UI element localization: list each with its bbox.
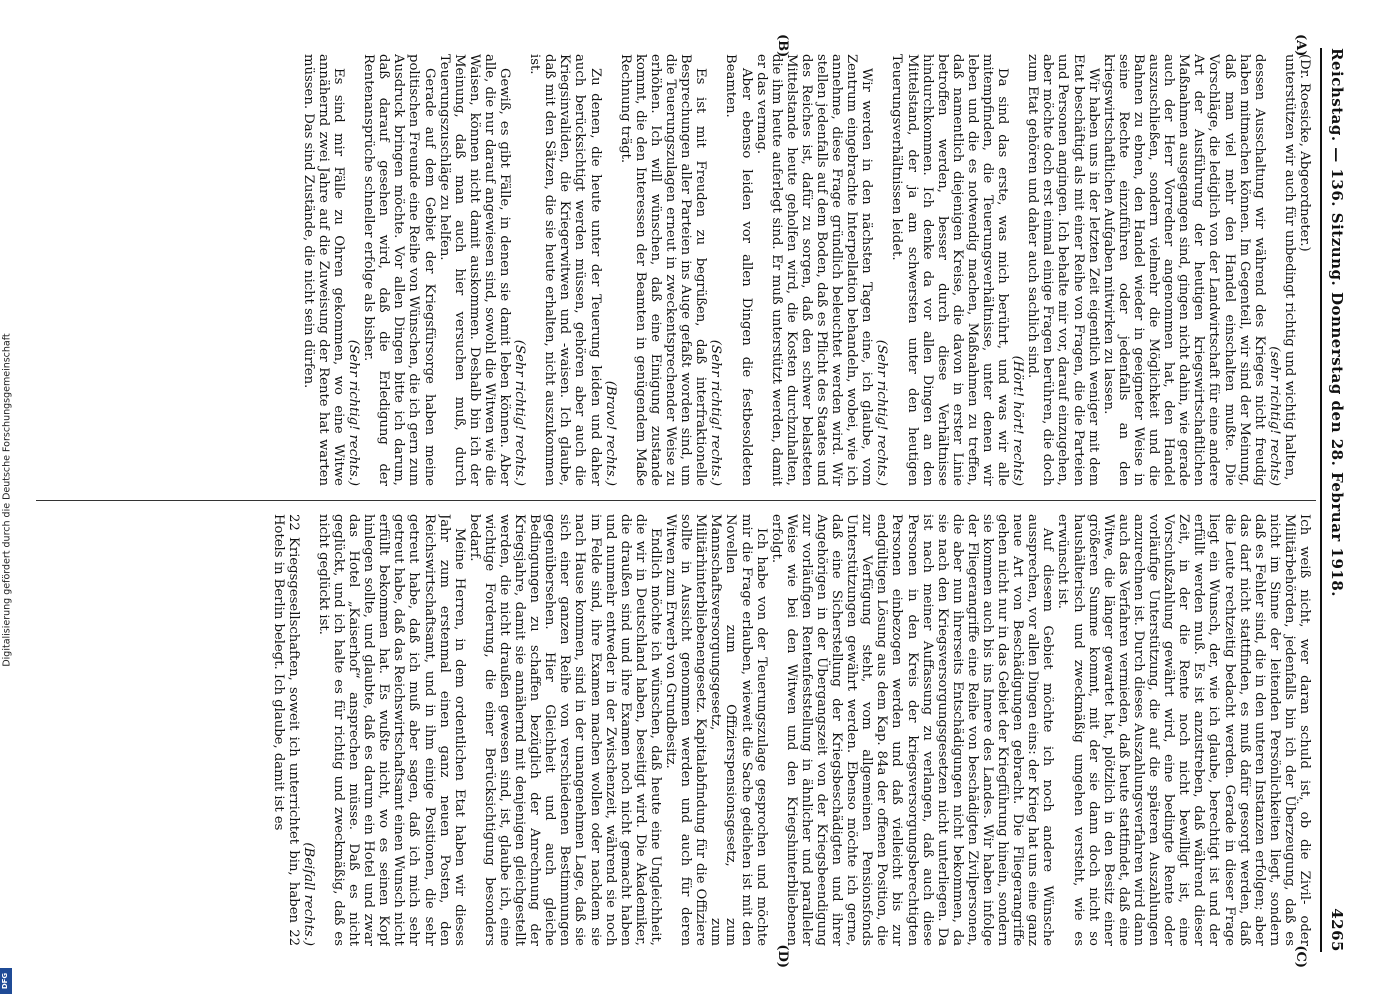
paragraph: Zu denen, die heute unter der Teuerung leiden und daher auch berücksichtigt werden müssen, gehören aber auch die Kriegsinvaliden, die Kriegerwitwen und -waisen. Ich glaube, daß mit den Sätzen, die sie heute erhalten, nicht auszukommen ist. <box>527 54 603 486</box>
interjection: (Hört! hört! rechts) <box>1010 355 1026 486</box>
running-head: Reichstag. — 136. Sitzung. Donnerstag den 28. Februar 1918. <box>1328 48 1346 598</box>
interjection: (Sehr richtig! rechts.) <box>708 339 724 486</box>
margin-marker-c: (C) <box>1293 945 1308 968</box>
column-divider <box>36 500 1316 501</box>
interjection: (Sehr richtig! rechts.) <box>512 339 528 486</box>
page-header <box>1324 48 1350 952</box>
interjection: (Sehr richtig! rechts.) <box>874 339 890 486</box>
paragraph: Wir haben uns in der letzten Zeit eigentlich weniger mit dem Etat beschäftigt als mit einer Reihe von Fragen, die die Parteien und Personen angingen. Ich behalte mir vor, darauf einzugehen, aber möchte doch erst einmal einige Fragen berühren, die doch zum Etat gehören und daher auch sachlich sind. <box>1025 54 1101 486</box>
right-column <box>40 514 1312 946</box>
interjection: (Beifall rechts.) <box>300 842 316 946</box>
paragraph: Es ist mit Freuden zu begrüßen, daß interfraktionelle Besprechungen aller Parteien ins Auge gefaßt worden sind, um die Teuerungszulagen erneut in zweckentsprechender Weise zu erhöhen. Ich will wünschen, daß eine Einigung zustande kommt, die den Interessen der Beamten in genügendem Maße Rechnung trägt. <box>617 54 709 486</box>
paragraph: Ich weiß nicht, wer daran schuld ist, ob die Zivil- oder Militärbehörden, jedenfalls bin ich der Überzeugung, daß es nicht im Sinne der leitenden Persönlichkeiten liegt, sondern daß es Fehler sind, die in den unteren Instanzen erfolgen; aber das darf nicht stattfinden, es muß dafür gesorgt werden, daß die Leute rechtzeitig bedacht werden. Gerade in dieser Frage liegt ein Wunsch, der, wie ich glaube, berechtigt ist und der erfüllt werden muß. Es ist anzustreben, daß während dieser Zeit, in der die Rente noch nicht bewilligt ist, eine Vorschußzahlung gewährt wird, eine bedingte Rente oder vorläufige Unterstützung, die auf die späteren Auszahlungen anzurechnen ist. Durch dieses Auszahlungsverfahren wird dann auch das Verfahren vermieden, daß heute stattfindet, daß eine Witwe, die länger gewartet hat, plötzlich in den Besitz einer größeren Summe kommt, mit der sie dann doch nicht so haushälterisch und zweckmäßig umgehen versteht, wie es erwünscht ist. <box>1055 514 1312 946</box>
paragraph: Gerade auf dem Gebiet der Kriegsfürsorge haben meine politischen Freunde eine Reihe von Wünschen, die ich gern zum Ausdruck bringen möchte. Vor allen Dingen bitte ich darum, daß darauf gesehen wird, daß die Erledigung der Rentenansprüche schneller erfolge als bisher. <box>361 54 437 486</box>
left-column <box>40 54 1312 486</box>
paragraph: (Dr. Roesicke, Abgeordneter.) <box>1297 54 1312 252</box>
interjection: (Bravo! rechts.) <box>602 380 618 486</box>
margin-marker-b: (B) <box>775 34 790 58</box>
digitization-credit: Digitalisierung gefördert durch die Deutsche Forschungsgemeinschaft <box>1 333 13 667</box>
paragraph: Aber ebenso leiden vor allen Dingen die festbesoldeten Beamten. <box>723 54 754 486</box>
margin-marker-a: (A) <box>1293 34 1308 57</box>
paragraph: 22 Kriegsgesellschaften, soweit ich unterrichtet bin, haben 22 Hotels in Berlin belegt. Ich glaube, damit ist es <box>270 514 301 946</box>
document-page <box>26 30 1356 970</box>
paragraph: unterstützen wir auch für unbedingt richtig und wichtig halten, <box>1281 54 1297 481</box>
interjection: (Sehr richtig! rechts.) <box>346 339 362 486</box>
page-number: 4265 <box>1328 908 1346 952</box>
paragraph: Meine Herren, in dem ordentlichen Etat haben wir dieses Jahr zum erstenmal einen ganz neuen Posten, den Reichswirtschaftsamt, und in ihm einige Positionen, die sehr getreut habe, daß ich muß aber sagen, daß ich mich sehr getreut habe, daß das Reichswirtschaftsamt einen Wunsch nicht erfüllt bekommen hat. Es wußte nicht, wo es seinen Kopf hinlegen sollte, und glaubte, daß es darum ein Hotel und zwar das Hotel „Kaiserhof“ ansprechen müsse. Daß es nicht geglückt, und ich halte es für richtig und zweckmäßig, daß es nicht geglückt ist. <box>315 514 467 946</box>
dfg-logo: DFG <box>0 968 12 994</box>
paragraph: dessen Ausschaltung wir während des Krieges nicht freudig haben mitmachen können. Im Gegenteil, wir sind der Meinung, daß man viel mehr den Handel einschalten mußte. Die Vorschläge, die lediglich von der Landwirtschaft für eine andere Art der Ausführung der heutigen kriegswirtschaftlichen Maßnahmen ausgegangen sind, gingen nicht dahin, wie gerade auch der Herr Vorredner angenommen hat, den Handel auszuschließen, sondern vielmehr die Möglichkeit und die Bahnen zu ebnen, den Handel wieder in geeigneter Weise in seine Rechte einzuführen oder jedenfalls an den kriegswirtschaftlichen Aufgaben mitwirken zu lassen. <box>1100 54 1267 486</box>
paragraph: Es sind mir Fälle zu Ohren gekommen, wo eine Witwe annähernd zwei Jahre auf die Zuweisung der Rente hat warten müssen. Das sind Zustände, die nicht sein dürfen. <box>300 54 346 486</box>
paragraph: Gewiß, es gibt Fälle, in denen sie damit leben können. Aber alle, die nur darauf angewiesen sind, sowohl die Witwen wie die Waisen, können nicht damit auskommen. Deshalb bin ich der Meinung, daß man auch hier versuchen muß, durch Teuerungszuschläge zu helfen. <box>436 54 513 486</box>
paragraph: Wir werden in den nächsten Tagen eine, ich glaube, vom Zentrum eingebrachte Interpellation behandeln, wobei, wie ich annehme, diese Frage gründlich beleuchtet werden wird. Wir stellen jedenfalls auf dem Boden, daß es Pflicht des Staates und des Reiches ist, dafür zu sorgen, daß den schwer belasteten Mittelstande heute geholfen wird, die Kosten durchzuhalten, die ihm heute auferlegt sind. Er muß unterstützt werden, damit er das vermag. <box>753 54 875 486</box>
paragraph: Endlich möchte ich wünschen, daß heute eine Ungleichheit, die wir in Deutschland haben, beseitigt wird. Die Akademiker, die draußen sind und ihre Examen noch nicht gemacht haben und nunmehr entweder in der Zwischenzeit, während sie noch im Felde sind, ihre Examen machen wollen oder nachdem sie nach Hause kommen, sind in der unangenehmen Lage, daß sie sich einer ganzen Reihe von verschiedenen Bestimmungen gegenübersehen. Hier Gleichheit und auch gleiche Bedingungen zu schaffen bezüglich der Anrechnung der Kriegsjahre, damit sie annähernd mit denjenigen gleichgestellt werden, die nicht draußen gewesen sind, ist, glaube ich, eine wichtige Forderung, die einer Berücksichtigung besonders bedarf. <box>466 514 663 946</box>
paragraph: Da sind das erste, was mich berührt, und was wir alle mitempfinden, die Teuerungsverhältnisse, unter denen wir leben und die es notwendig machen, Maßnahmen zu treffen, daß namentlich diejenigen Kreise, die davon in erster Linie betroffen werden, besser durch diese Verhältnisse hindurchkommen. Ich denke da vor allen Dingen an den Mittelstand, der ja am schwersten unter den heutigen Teuerungsverhältnissen leidet. <box>889 54 1011 486</box>
footer <box>0 0 16 1000</box>
paragraph: Auf diesem Gebiet möchte ich noch andere Wünsche aussprechen, vor allen Dingen eins: der Krieg hat uns eine ganz neue Art von Beschädigungen gebracht. Die Fliegerangriffe gehen nicht nur in das Gebiet der Kriegführung hinein, sondern sie kommen auch bis ins Innere des Landes. Wir haben infolge der Fliegerangriffe eine Reihe von beschädigten Zivilpersonen, die aber nun ihrerseits Entschädigungen nicht bekommen, da sie nach den Kriegsversorgungsgesetzen nicht unterliegen. Da ist nach meiner Auffassung zu verlangen, daß auch diese Personen in den Kreis der kriegsversorgungsberechtigten Personen einbezogen werden und daß vielleicht bis zur endgültigen Lösung aus dem Kap. 84a der offenen Position, die zur Verfügung steht, vom allgemeinen Pensionsfonds Unterstützungen gewährt werden. Ebenso möchte ich gerne, daß eine Sicherstellung der Kriegsbeschädigten und ihrer Angehörigen in der Übergangszeit von der Kriegsbeendigung zur vorläufigen Rentenfeststellung in ähnlicher und paralleler Weise wie bei den Witwen und den Kriegshinterbliebenen erfolgt. <box>768 514 1056 946</box>
interjection: (sehr richtig! rechts) <box>1266 346 1282 486</box>
header-rule <box>1320 48 1322 952</box>
paragraph: Ich habe von der Teuerungszulage gesprochen und möchte mir die Frage erlauben, wieweit die Sache gediehen ist mit den Novellen zum Offizierspensionsgesetz, zum Mannschaftsversorgungsgesetz, zum Militärhinterbliebenengesetz. Kapitalabfindung für die Offiziere sollte in Aussicht genommen werden und auch für deren Witwen zum Erwerb von Grundbesitz. <box>663 514 769 946</box>
margin-marker-d: (D) <box>775 944 790 968</box>
